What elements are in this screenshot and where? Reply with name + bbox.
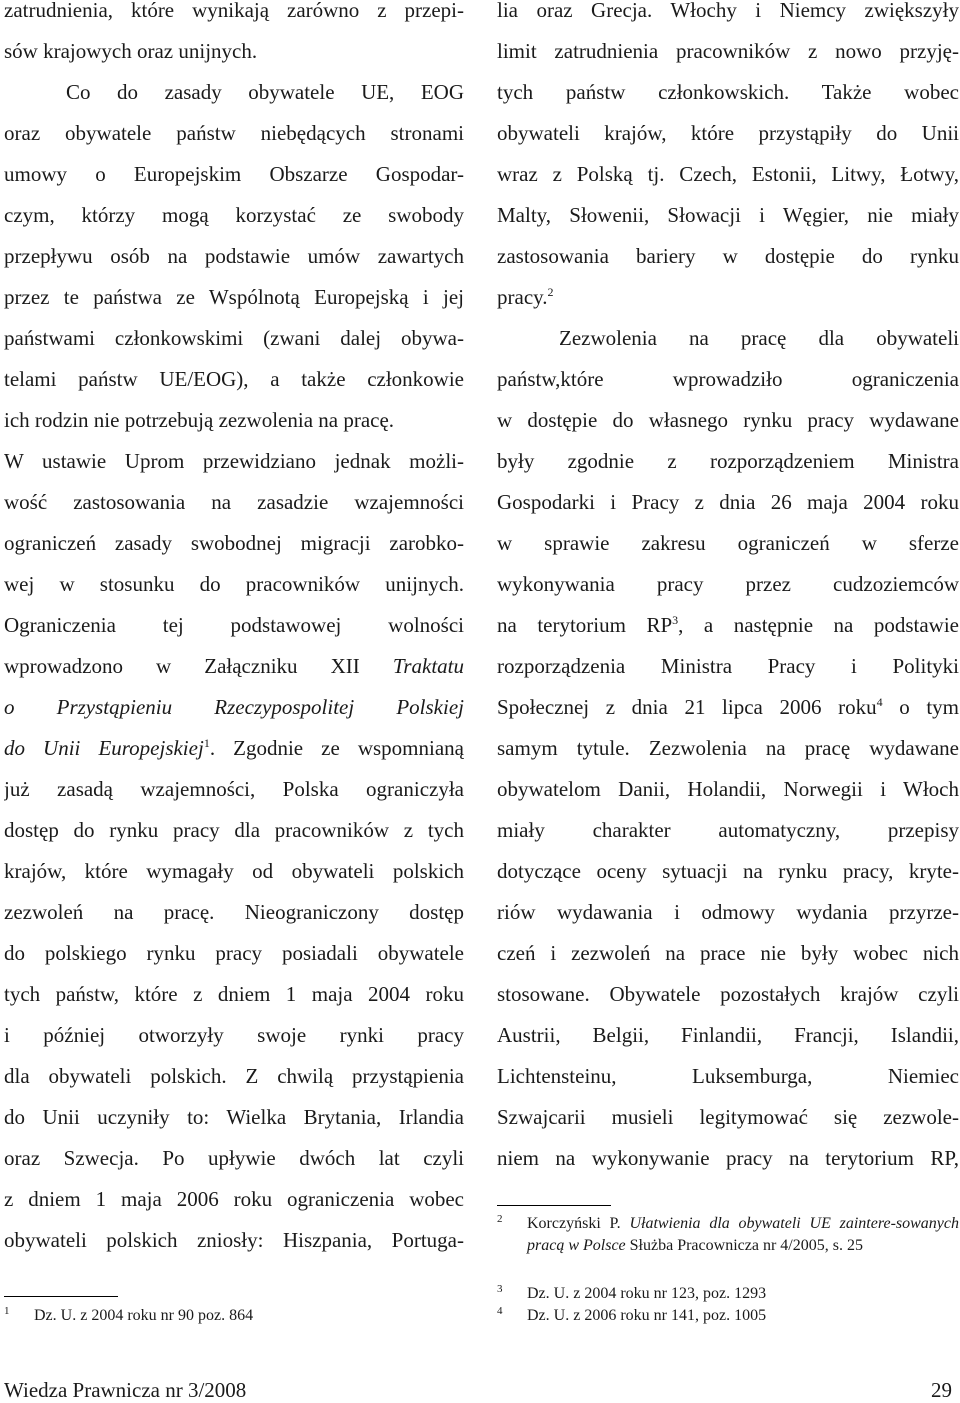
text-segment: , a następnie na podstawie <box>678 613 959 637</box>
text-line: z dniem 1 maja 2006 roku ograniczenia wobec <box>4 1187 464 1211</box>
text-line: Zezwolenia na pracę dla obywateli <box>559 326 959 350</box>
text-line <box>497 605 959 646</box>
text-line: ich rodzin nie potrzebują zezwolenia na pracę. <box>4 408 395 432</box>
text-line: w dostępie do własnego rynku pracy wydawane <box>497 408 959 432</box>
text-line: limit zatrudnienia pracowników z nowo przyję- <box>497 39 959 63</box>
text-line: zastosowania bariery w dostępie do rynku <box>497 244 959 268</box>
footnote-number: 1 <box>4 1305 10 1317</box>
left-column <box>4 0 464 1261</box>
text-line: wykonywania pracy przez cudzoziemców <box>497 572 959 596</box>
text-segment: na terytorium RP <box>497 613 673 637</box>
text-line <box>4 728 464 769</box>
text-segment: Społecznej z dnia 21 lipca 2006 roku <box>497 695 877 719</box>
journal-footer: Wiedza Prawnicza nr 3/2008 <box>4 1378 247 1402</box>
text-line <box>497 687 959 728</box>
text-line: Austrii, Belgii, Finlandii, Francji, Islandii, <box>497 1023 959 1047</box>
text-line: ograniczeń zasady swobodnej migracji zarobko- <box>4 531 464 555</box>
text-line: przepływu osób na podstawie umów zawartych <box>4 244 464 268</box>
text-line: krajów, które wymagały od obywateli polskich <box>4 859 464 883</box>
text-line: Szwajcarii musieli legitymować się zezwole- <box>497 1105 959 1129</box>
text-segment: wprowadzono w Załączniku XII <box>4 654 393 678</box>
text-segment: . Zgodnie ze wspomnianą <box>209 736 464 760</box>
footnote-text: Dz. U. z 2006 roku nr 141, poz. 1005 <box>527 1307 767 1324</box>
text-line: już zasadą wzajemności, Polska ograniczyła <box>4 777 464 801</box>
text-line: Gospodarki i Pracy z dnia 26 maja 2004 roku <box>497 490 959 514</box>
text-line: obywatelom Danii, Holandii, Norwegii i Włoch <box>497 777 959 801</box>
text-line: Malty, Słowenii, Słowacji i Węgier, nie miały <box>497 203 959 227</box>
text-line: oraz Szwecja. Po upływie dwóch lat czyli <box>4 1146 464 1170</box>
italic-text: o Przystąpieniu Rzeczypospolitej Polskiej <box>4 695 464 719</box>
text-line: przez te państwa ze Wspólnotą Europejską i jej <box>4 285 464 309</box>
text-line: stosowane. Obywatele pozostałych krajów czyli <box>497 982 959 1006</box>
footnote-text: Dz. U. z 2004 roku nr 123, poz. 1293 <box>527 1285 767 1302</box>
text-line <box>497 277 959 318</box>
text-line: dostęp do rynku pracy dla pracowników z tych <box>4 818 464 842</box>
italic-text: do Unii Europejskiej <box>4 736 204 760</box>
text-line: dotyczące oceny sytuacji na rynku pracy, kryte- <box>497 859 959 883</box>
text-line: obywateli krajów, które przystąpiły do Unii <box>497 121 959 145</box>
text-line: wej w stosunku do pracowników unijnych. <box>4 572 464 596</box>
text-line: były zgodnie z rozporządzeniem Ministra <box>497 449 959 473</box>
footnote-ref: 3 <box>672 613 679 627</box>
text-line: i później otworzyły swoje rynki pracy <box>4 1023 464 1047</box>
text-line: do Unii uczyniły to: Wielka Brytania, Irlandia <box>4 1105 464 1129</box>
footnote-separator-right <box>497 1205 611 1206</box>
text-segment: pracy. <box>497 285 548 309</box>
text-line: sów krajowych oraz unijnych. <box>4 39 258 63</box>
text-line <box>4 687 464 728</box>
text-line: zezwoleń na pracę. Nieograniczony dostęp <box>4 900 464 924</box>
footnote-author: Korczyński P. <box>527 1215 630 1232</box>
footnote-separator-left <box>4 1296 118 1297</box>
footnote-number: 4 <box>497 1305 503 1317</box>
text-line: riów wydawania i odmowy wydania przyrze- <box>497 900 959 924</box>
text-line: W ustawie Uprom przewidziano jednak możli- <box>4 449 464 473</box>
text-line: obywateli polskich zniosły: Hiszpania, Portuga- <box>4 1228 464 1252</box>
footnote-ref: 1 <box>203 736 210 750</box>
text-line: Co do zasady obywatele UE, EOG <box>66 80 464 104</box>
text-line: oraz obywatele państw niebędących stronami <box>4 121 464 145</box>
text-line: czeń i zezwoleń na prace nie były wobec nich <box>497 941 959 965</box>
text-line: w sprawie zakresu ograniczeń w sferze <box>497 531 959 555</box>
footnote-text <box>527 1213 959 1257</box>
footnote-source: Służba Pracownicza nr 4/2005, s. 25 <box>625 1237 863 1254</box>
text-segment: o tym <box>882 695 959 719</box>
text-line: Ograniczenia tej podstawowej wolności <box>4 613 464 637</box>
footnote-number: 2 <box>497 1213 503 1225</box>
text-line: czym, którzy mogą korzystać ze swobody <box>4 203 464 227</box>
text-line: dla obywateli polskich. Z chwilą przystąpienia <box>4 1064 464 1088</box>
text-line: państwami członkowskimi (zwani dalej obywa- <box>4 326 464 350</box>
text-line: do polskiego rynku pracy posiadali obywatele <box>4 941 464 965</box>
footnote-title: Ułatwienia dla obywateli UE zaintere-sowanych pracą w Polsce <box>527 1215 959 1254</box>
text-line: tych państw członkowskich. Także wobec <box>497 80 959 104</box>
text-line: niem na wykonywanie pracy na terytorium RP, <box>497 1146 959 1170</box>
footnote-2 <box>497 1213 959 1279</box>
text-line: telami państw UE/EOG), a także członkowie <box>4 367 464 391</box>
text-line: tych państw, które z dniem 1 maja 2004 roku <box>4 982 464 1006</box>
text-line: miały charakter automatyczny, przepisy <box>497 818 959 842</box>
footnote-number: 3 <box>497 1283 503 1295</box>
text-line: wraz z Polską tj. Czech, Estonii, Litwy, Łotwy, <box>497 162 959 186</box>
text-line: umowy o Europejskim Obszarze Gospodar- <box>4 162 464 186</box>
text-line: samym tytule. Zezwolenia na pracę wydawane <box>497 736 959 760</box>
text-line: rozporządzenia Ministra Pracy i Polityki <box>497 654 959 678</box>
text-line: Lichtensteinu, Luksemburga, Niemiec <box>497 1064 959 1088</box>
footnote-text: Dz. U. z 2004 roku nr 90 poz. 864 <box>34 1307 254 1324</box>
italic-text: Traktatu <box>392 654 464 678</box>
page-number: 29 <box>931 1378 952 1402</box>
footnote-ref: 4 <box>876 695 883 709</box>
text-line <box>4 646 464 687</box>
right-column <box>497 0 959 1179</box>
text-line: państw,które wprowadziło ograniczenia <box>497 367 959 391</box>
footnote-ref: 2 <box>547 285 554 299</box>
text-line: lia oraz Grecja. Włochy i Niemcy zwiększyły <box>497 0 959 22</box>
text-line: wość zastosowania na zasadzie wzajemności <box>4 490 464 514</box>
text-line: zatrudnienia, które wynikają zarówno z przepi- <box>4 0 464 22</box>
